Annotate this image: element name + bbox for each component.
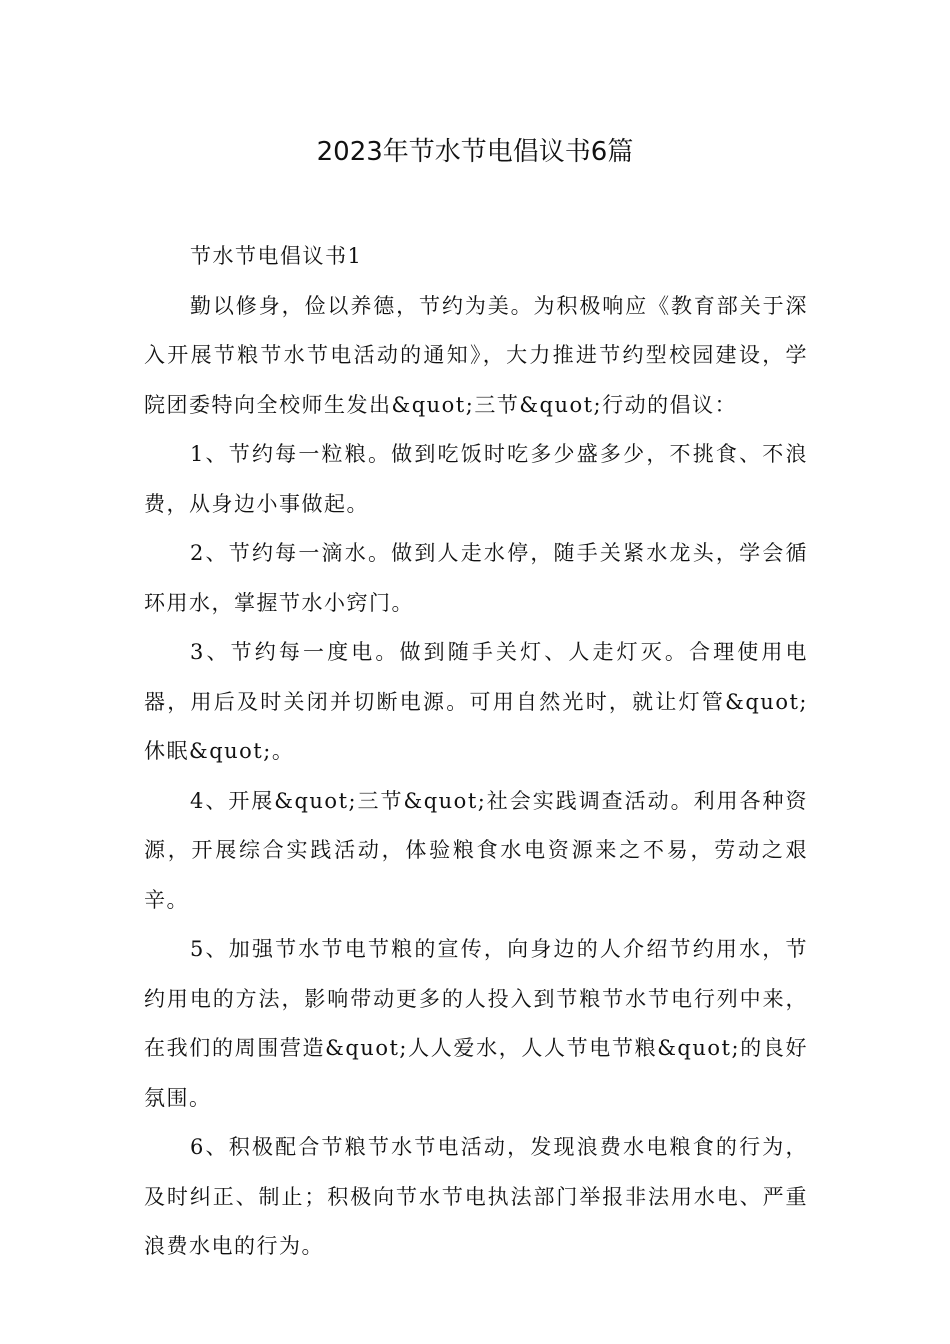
- document-body: [144, 232, 808, 1272]
- section-heading: 节水节电倡议书1: [190, 244, 363, 268]
- paragraph-intro: 勤以修身，俭以养德，节约为美。为积极响应《教育部关于深入开展节粮节水节电活动的通知》，大力推进节约型校园建设，学院团委特向全校师生发出&quot;三节&quot;行动的倡议：: [144, 293, 808, 417]
- paragraph-item-5: 5、加强节水节电节粮的宣传，向身边的人介绍节约用水，节约用电的方法，影响带动更多的人投入到节粮节水节电行列中来，在我们的周围营造&quot;人人爱水，人人节电节粮&quot;的良好氛围。: [144, 937, 808, 1110]
- paragraph-item-1: 1、节约每一粒粮。做到吃饭时吃多少盛多少，不挑食、不浪费，从身边小事做起。: [144, 442, 808, 516]
- paragraph-item-6: 6、积极配合节粮节水节电活动，发现浪费水电粮食的行为，及时纠正、制止；积极向节水节电执法部门举报非法用水电、严重浪费水电的行为。: [144, 1135, 808, 1258]
- paragraph-item-2: 2、节约每一滴水。做到人走水停，随手关紧水龙头，学会循环用水，掌握节水小窍门。: [144, 541, 808, 615]
- document-title: 2023年节水节电倡议书6篇: [316, 137, 634, 167]
- paragraph-item-3: 3、节约每一度电。做到随手关灯、人走灯灭。合理使用电器，用后及时关闭并切断电源。可用自然光时，就让灯管&quot;休眠&quot;。: [144, 640, 808, 763]
- paragraph-item-4: 4、开展&quot;三节&quot;社会实践调查活动。利用各种资源，开展综合实践活动，体验粮食水电资源来之不易，劳动之艰辛。: [144, 788, 808, 912]
